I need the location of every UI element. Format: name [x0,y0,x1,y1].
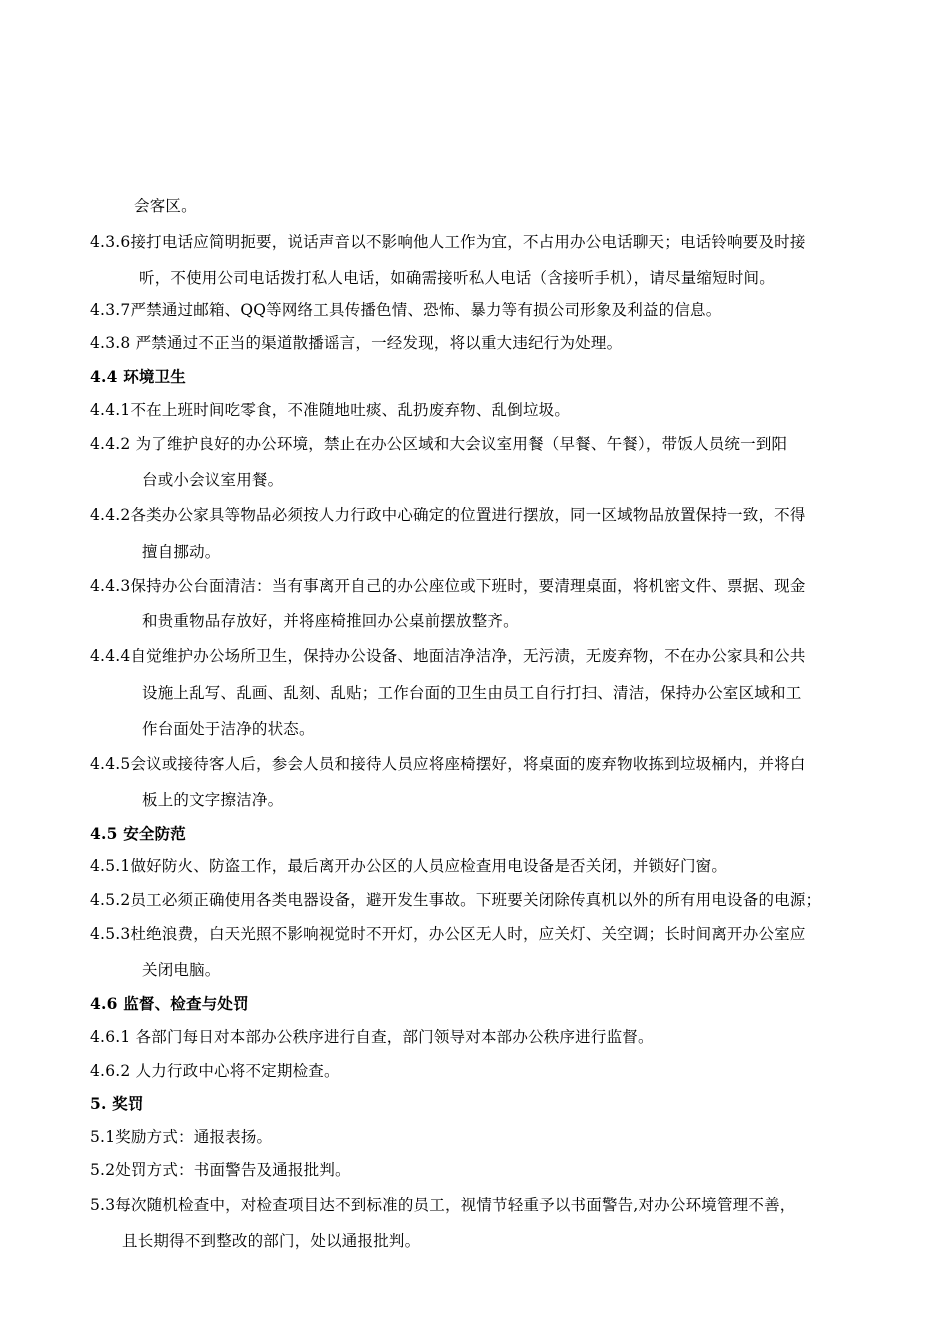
text-line: 4.3.6接打电话应简明扼要，说话声音以不影响他人工作为宜，不占用办公电话聊天；电话铃响要及时接 [90,233,806,251]
text-line: 5.3每次随机检查中，对检查项目达不到标准的员工，视情节轻重予以书面警告,对办公环境管理不善， [90,1196,796,1214]
section-heading [90,367,186,387]
text-line: 4.5.1做好防火、防盗工作，最后离开办公区的人员应检查用电设备是否关闭，并锁好门窗。 [90,857,728,875]
section-number: 4.4 [90,367,118,386]
text-line: 4.4.1不在上班时间吃零食，不准随地吐痰、乱扔废弃物、乱倒垃圾。 [90,401,571,419]
section-heading [90,824,186,844]
section-number: 4.6 [90,994,118,1013]
text-line: 4.6.2 人力行政中心将不定期检查。 [90,1062,340,1080]
text-line: 4.4.2 为了维护良好的办公环境，禁止在办公区域和大会议室用餐（早餐、午餐），带饭人员统一到阳 [90,435,788,453]
section-heading [90,994,249,1014]
section-heading: 5. 奖罚 [90,1094,144,1113]
text-line: 4.4.5会议或接待客人后，参会人员和接待人员应将座椅摆好，将桌面的废弃物收拣到垃圾桶内，并将白 [90,755,806,773]
text-line: 4.4.2各类办公家具等物品必须按人力行政中心确定的位置进行摆放，同一区域物品放置保持一致，不得 [90,506,806,524]
section-title: 安全防范 [123,824,186,843]
text-line: 4.3.7严禁通过邮箱、QQ等网络工具传播色情、恐怖、暴力等有损公司形象及利益的信息。 [90,301,722,319]
section-title: 环境卫生 [123,367,186,386]
text-line: 台或小会议室用餐。 [142,471,284,489]
text-line: 4.5.3杜绝浪费，白天光照不影响视觉时不开灯，办公区无人时，应关灯、关空调；长时间离开办公室应 [90,925,806,943]
text-line: 5.2处罚方式：书面警告及通报批判。 [90,1161,351,1179]
text-line: 4.3.8 严禁通过不正当的渠道散播谣言，一经发现，将以重大违纪行为处理。 [90,334,623,352]
text-line: 板上的文字擦洁净。 [142,791,284,809]
text-line: 5.1奖励方式：通报表扬。 [90,1128,273,1146]
section-number: 4.5 [90,824,118,843]
text-line: 4.6.1 各部门每日对本部办公秩序进行自查，部门领导对本部办公秩序进行监督。 [90,1028,654,1046]
text-line: 会客区。 [134,197,197,215]
text-line: 关闭电脑。 [142,961,221,979]
text-line: 4.5.2员工必须正确使用各类电器设备，避开发生事故。下班要关闭除传真机以外的所有用电设备的电源； [90,891,822,909]
text-line: 擅自挪动。 [142,543,221,561]
text-line: 且长期得不到整改的部门，处以通报批判。 [122,1232,421,1250]
section-title: 监督、检查与处罚 [123,994,249,1013]
text-line: 4.4.4自觉维护办公场所卫生，保持办公设备、地面洁净洁净，无污渍，无废弃物，不在办公家具和公共 [90,647,806,665]
text-line: 设施上乱写、乱画、乱刻、乱贴；工作台面的卫生由员工自行打扫、清洁，保持办公室区域和工 [142,684,802,702]
text-line: 和贵重物品存放好，并将座椅推回办公桌前摆放整齐。 [142,612,519,630]
text-line: 听，不使用公司电话拨打私人电话，如确需接听私人电话（含接听手机），请尽量缩短时间。 [139,269,775,287]
text-line: 4.4.3保持办公台面清洁：当有事离开自己的办公座位或下班时，要清理桌面，将机密文件、票据、现金 [90,577,806,595]
text-line: 作台面处于洁净的状态。 [142,720,315,738]
